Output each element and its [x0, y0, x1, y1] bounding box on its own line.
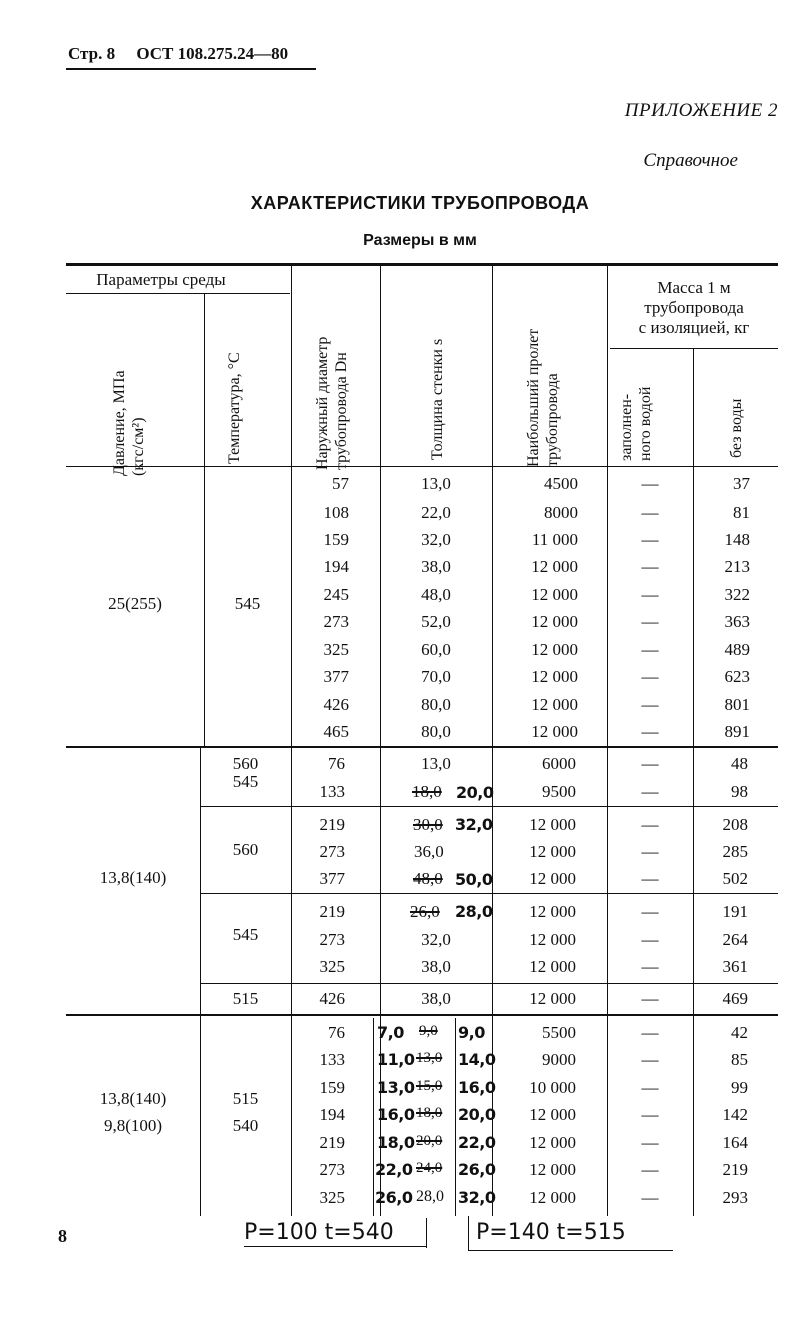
cell-span: 6000 [542, 754, 576, 773]
cell-diameter: 325 [319, 957, 345, 976]
cell-mass-no-water: 623 [724, 667, 750, 686]
cell-diameter: 57 [332, 474, 349, 493]
g3-pressure-b: 9,8(100) [103, 1116, 163, 1135]
g3-temp-b: 540 [232, 1116, 259, 1135]
note-right-underline [468, 1250, 673, 1251]
page-label: Стр. 8 [68, 44, 116, 63]
cell-span: 12 000 [531, 640, 578, 659]
cell-mass-no-water: 142 [722, 1105, 748, 1124]
cell-span: 12 000 [529, 1188, 576, 1207]
cell-mass-no-water: 219 [722, 1160, 748, 1179]
cell-span: 12 000 [529, 842, 576, 861]
cell-span: 12 000 [531, 612, 578, 631]
cell-span: 12 000 [531, 585, 578, 604]
cell-thickness-correction-b: 16,0 [458, 1078, 496, 1097]
cell-diameter: 325 [319, 1188, 345, 1207]
col-divider-pressure-header [204, 293, 205, 466]
cell-span: 12 000 [529, 989, 576, 1008]
cell-mass-no-water: 469 [722, 989, 748, 1008]
appendix-label: ПРИЛОЖЕНИЕ 2 [624, 100, 778, 121]
cell-mass-water: — [641, 1133, 659, 1152]
g2-sub1-temp-a: 560 [232, 754, 259, 773]
cell-thickness: 22,0 [421, 503, 451, 522]
cell-mass-water: — [641, 695, 659, 714]
table-top-rule [66, 263, 778, 266]
cell-diameter: 159 [319, 1078, 345, 1097]
g2-sub1-temp-b: 545 [232, 772, 259, 791]
cell-thickness-correction-a: 13,0 [377, 1078, 415, 1097]
cell-mass-water: — [641, 1160, 659, 1179]
cell-diameter: 159 [323, 530, 349, 549]
g2-sub4-temp: 515 [232, 989, 259, 1008]
cell-mass-water: — [641, 1050, 659, 1069]
mass-no-water-header: без воды [728, 398, 745, 458]
cell-thickness-struck: 18,0 [416, 1105, 443, 1121]
cell-diameter: 325 [323, 640, 349, 659]
page-header [68, 44, 288, 64]
cell-diameter: 76 [328, 1023, 345, 1042]
standard-code: ОСТ 108.275.24—80 [136, 44, 289, 63]
cell-mass-no-water: 164 [722, 1133, 748, 1152]
mass-subheader-rule [610, 348, 778, 349]
cell-mass-water: — [641, 1105, 659, 1124]
header-bottom-rule [66, 466, 778, 467]
cell-mass-water: — [641, 1078, 659, 1097]
cell-span: 12 000 [531, 557, 578, 576]
g2-sub3-temp: 545 [232, 925, 259, 944]
units-note: Размеры в мм [363, 232, 477, 249]
cell-diameter: 273 [319, 1160, 345, 1179]
cell-mass-water: — [641, 930, 659, 949]
hand-correction-divider-left [373, 1018, 374, 1216]
cell-mass-water: — [641, 503, 659, 522]
g1-pressure: 25(255) [108, 594, 162, 613]
cell-thickness: 80,0 [421, 722, 451, 741]
cell-diameter: 377 [323, 667, 349, 686]
mass-header: Масса 1 м трубопровода с изоляцией, кг [638, 278, 750, 337]
cell-mass-no-water: 293 [722, 1188, 748, 1207]
g3-temp-a: 515 [232, 1089, 259, 1108]
cell-span: 12 000 [529, 1133, 576, 1152]
cell-mass-water: — [641, 585, 659, 604]
cell-thickness: 60,0 [421, 640, 451, 659]
g2-sub2-temp: 560 [232, 840, 259, 859]
cell-mass-no-water: 191 [722, 902, 748, 921]
cell-span: 8000 [544, 503, 578, 522]
diameter-header: Наружный диаметр трубопровода Dн [314, 336, 350, 470]
cell-mass-water: — [641, 667, 659, 686]
cell-diameter: 219 [319, 815, 345, 834]
g1-temperature: 545 [234, 594, 261, 613]
cell-span: 10 000 [529, 1078, 576, 1097]
cell-diameter: 133 [319, 1050, 345, 1069]
cell-thickness: 36,0 [414, 842, 444, 861]
cell-mass-no-water: 42 [731, 1023, 748, 1042]
cell-diameter: 426 [319, 989, 345, 1008]
cell-diameter: 377 [319, 869, 345, 888]
cell-mass-no-water: 81 [733, 503, 750, 522]
cell-thickness-struck: 13,0 [416, 1050, 443, 1066]
cell-mass-no-water: 801 [724, 695, 750, 714]
cell-mass-water: — [641, 1023, 659, 1042]
cell-thickness-correction: 20,0 [456, 783, 494, 802]
cell-span: 5500 [542, 1023, 576, 1042]
cell-span: 12 000 [529, 902, 576, 921]
cell-thickness-correction-a: 16,0 [377, 1105, 415, 1124]
cell-diameter: 465 [323, 722, 349, 741]
cell-thickness: 48,0 [421, 585, 451, 604]
cell-span: 9000 [542, 1050, 576, 1069]
note-left-bar [426, 1218, 427, 1248]
cell-mass-water: — [641, 989, 659, 1008]
cell-mass-water: — [641, 957, 659, 976]
cell-span: 12 000 [529, 1105, 576, 1124]
note-right-bar [468, 1216, 469, 1250]
cell-mass-no-water: 363 [724, 612, 750, 631]
hand-correction-divider [455, 1018, 456, 1216]
cell-mass-water: — [641, 640, 659, 659]
group2-bottom-rule [66, 1014, 778, 1016]
cell-diameter: 194 [319, 1105, 345, 1124]
env-params-header: Параметры среды [96, 270, 226, 289]
cell-thickness-correction-b: 26,0 [458, 1160, 496, 1179]
cell-diameter: 219 [319, 1133, 345, 1152]
cell-thickness-correction-a: 7,0 [377, 1023, 404, 1042]
cell-mass-no-water: 48 [731, 754, 748, 773]
cell-thickness-struck: 20,0 [416, 1133, 443, 1149]
cell-mass-no-water: 264 [722, 930, 748, 949]
cell-thickness-struck: 18,0 [412, 782, 442, 801]
note-left-underline [244, 1246, 426, 1247]
cell-span: 12 000 [529, 815, 576, 834]
cell-thickness-correction-a: 26,0 [375, 1188, 413, 1207]
cell-mass-water: — [641, 474, 659, 493]
cell-thickness: 13,0 [421, 754, 451, 773]
cell-thickness-struck: 26,0 [410, 902, 440, 921]
cell-span: 12 000 [531, 722, 578, 741]
cell-mass-no-water: 208 [722, 815, 748, 834]
cell-thickness-correction-b: 20,0 [458, 1105, 496, 1124]
cell-thickness: 70,0 [421, 667, 451, 686]
cell-diameter: 273 [319, 930, 345, 949]
sub2-bottom-rule [200, 893, 778, 894]
cell-mass-no-water: 322 [724, 585, 750, 604]
cell-thickness: 13,0 [421, 474, 451, 493]
group1-bottom-rule [66, 746, 778, 748]
cell-mass-water: — [641, 842, 659, 861]
cell-mass-no-water: 37 [733, 474, 750, 493]
cell-thickness-correction-a: 18,0 [377, 1133, 415, 1152]
g3-pressure-a: 13,8(140) [99, 1089, 167, 1108]
cell-span: 12 000 [529, 930, 576, 949]
handwritten-note-right: P=140 t=515 [476, 1220, 626, 1245]
cell-diameter: 219 [319, 902, 345, 921]
cell-mass-no-water: 98 [731, 782, 748, 801]
cell-thickness: 52,0 [421, 612, 451, 631]
cell-thickness-correction: 50,0 [455, 870, 493, 889]
thickness-header: Толщина стенки s [429, 338, 446, 460]
cell-mass-no-water: 285 [722, 842, 748, 861]
cell-diameter: 426 [323, 695, 349, 714]
cell-thickness-correction-a: 11,0 [377, 1050, 415, 1069]
cell-thickness: 38,0 [421, 989, 451, 1008]
cell-span: 12 000 [531, 667, 578, 686]
cell-span: 9500 [542, 782, 576, 801]
cell-thickness-struck: 24,0 [416, 1160, 443, 1176]
cell-mass-water: — [641, 1188, 659, 1207]
cell-thickness-correction: 28,0 [455, 902, 493, 921]
header-underline [66, 68, 316, 70]
cell-thickness: 38,0 [421, 957, 451, 976]
cell-mass-water: — [641, 722, 659, 741]
cell-diameter: 273 [323, 612, 349, 631]
document-title: ХАРАКТЕРИСТИКИ ТРУБОПРОВОДА [250, 193, 590, 213]
cell-diameter: 273 [319, 842, 345, 861]
cell-mass-no-water: 489 [724, 640, 750, 659]
cell-thickness-correction-a: 22,0 [375, 1160, 413, 1179]
cell-thickness: 80,0 [421, 695, 451, 714]
sub3-bottom-rule [200, 983, 778, 984]
cell-thickness-correction-b: 9,0 [458, 1023, 485, 1042]
cell-span: 11 000 [531, 530, 578, 549]
cell-span: 4500 [544, 474, 578, 493]
temperature-header: Температура, °С [226, 352, 243, 464]
page-number: 8 [58, 1226, 67, 1246]
cell-diameter: 245 [323, 585, 349, 604]
pressure-header: Давление, МПа (кгс/см²) [111, 370, 147, 476]
cell-thickness-correction-b: 32,0 [458, 1188, 496, 1207]
cell-mass-no-water: 99 [731, 1078, 748, 1097]
cell-mass-water: — [641, 557, 659, 576]
cell-thickness-correction-b: 14,0 [458, 1050, 496, 1069]
env-params-rule [66, 293, 290, 294]
cell-span: 12 000 [529, 957, 576, 976]
reference-label: Справочное [643, 150, 738, 171]
cell-mass-water: — [641, 902, 659, 921]
cell-mass-no-water: 891 [724, 722, 750, 741]
cell-thickness-correction: 32,0 [455, 815, 493, 834]
sub1-bottom-rule [200, 806, 778, 807]
cell-mass-water: — [641, 815, 659, 834]
handwritten-note-left: P=100 t=540 [244, 1220, 394, 1245]
cell-mass-water: — [641, 782, 659, 801]
cell-thickness-struck: 48,0 [413, 869, 443, 888]
cell-span: 12 000 [531, 695, 578, 714]
cell-thickness-struck: 15,0 [416, 1078, 443, 1094]
cell-diameter: 194 [323, 557, 349, 576]
cell-span: 12 000 [529, 869, 576, 888]
cell-thickness-correction-b: 22,0 [458, 1133, 496, 1152]
cell-mass-water: — [641, 754, 659, 773]
cell-diameter: 76 [328, 754, 345, 773]
cell-diameter: 133 [319, 782, 345, 801]
cell-mass-water: — [641, 612, 659, 631]
mass-water-header: заполнен- ного водой [618, 386, 654, 461]
cell-mass-no-water: 213 [724, 557, 750, 576]
cell-span: 12 000 [529, 1160, 576, 1179]
cell-mass-no-water: 148 [724, 530, 750, 549]
cell-thickness-struck: 9,0 [419, 1023, 438, 1039]
cell-thickness: 38,0 [421, 557, 451, 576]
cell-thickness: 28,0 [416, 1188, 444, 1205]
cell-thickness: 32,0 [421, 930, 451, 949]
cell-mass-no-water: 85 [731, 1050, 748, 1069]
cell-diameter: 108 [323, 503, 349, 522]
cell-thickness: 32,0 [421, 530, 451, 549]
cell-mass-no-water: 361 [722, 957, 748, 976]
cell-mass-water: — [641, 869, 659, 888]
cell-mass-no-water: 502 [722, 869, 748, 888]
cell-thickness-struck: 30,0 [413, 815, 443, 834]
g2-pressure: 13,8(140) [99, 868, 167, 887]
span-header: Наибольший пролет трубопровода [525, 328, 561, 467]
cell-mass-water: — [641, 530, 659, 549]
